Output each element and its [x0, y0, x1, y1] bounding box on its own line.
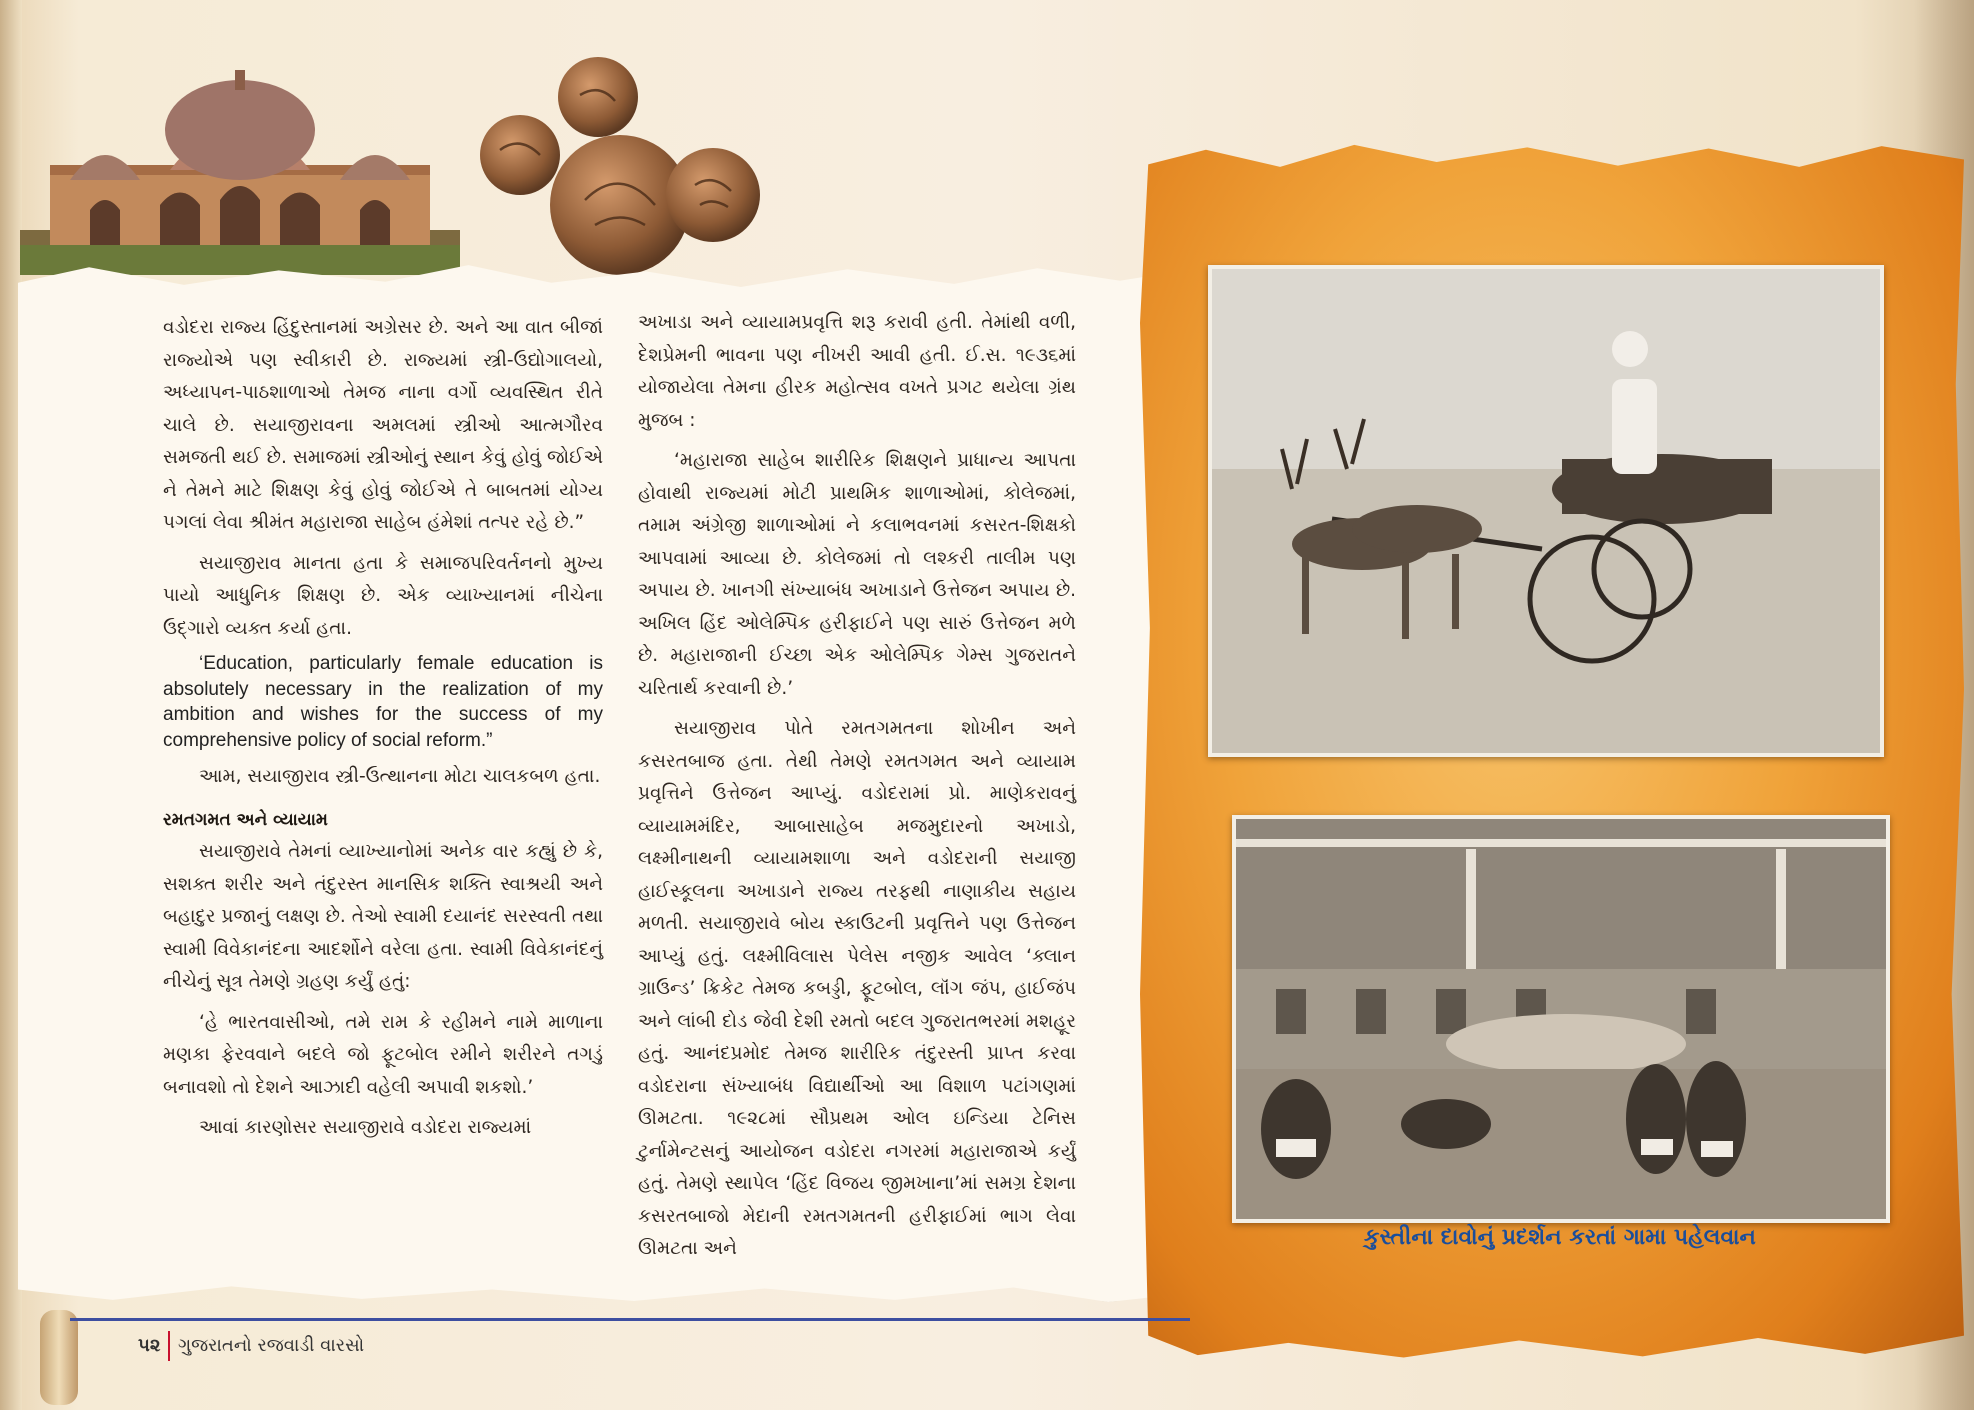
footer-rule [70, 1318, 1190, 1321]
english-quote: ‘Education, particularly female education is absolutely necessary in the realization of my ambition and wishes for the success of my comprehensive policy of social reform.” [163, 653, 603, 751]
quote-paragraph: ‘હે ભારતવાસીઓ, તમે રામ કે રહીમને નામે માળાના મણકા ફેરવવાને બદલે જો ફૂટબોલ રમીને શરીરને તગડું બનાવશો તો દેશને આઝાદી વહેલી અપાવી શકશો.’ [163, 1011, 603, 1098]
text-column-left [163, 312, 603, 1145]
paragraph: આમ, સયાજીરાવ સ્ત્રી-ઉત્થાનના મોટા ચાલકબળ હતા. [199, 766, 601, 787]
photo-caption: કુસ્તીના દાવોનું પ્રદર્શન કરતાં ગામા પહેલવાન [1364, 1225, 1756, 1250]
paragraph: અખાડા અને વ્યાયામપ્રવૃત્તિ શરૂ કરાવી હતી. તેમાંથી વળી, દેશપ્રેમની ભાવના પણ નીખરી આવી હતી. ઈ.સ. ૧૯૩૬માં યોજાયેલા તેમના હીરક મહોત્સવ વખતે પ્રગટ થયેલા ગ્રંથ મુજબ : [638, 312, 1076, 431]
paragraph: સયાજીરાવ પોતે રમતગમતના શોખીન અને કસરતબાજ હતા. તેથી તેમણે રમતગમત અને વ્યાયામ પ્રવૃત્તિને ઉત્તેજન આપ્યું. વડોદરામાં પ્રો. માણેકરાવનું વ્યાયામમંદિર, આબાસાહેબ મજમુદારનો અખાડો, લક્ષ્મીનાથની વ્યાયામશાળા અને વડોદરાની સયાજી હાઈસ્કૂલના અખાડાને રાજ્ય તરફથી નાણાકીય સહાય મળતી. સયાજીરાવે બોય સ્કાઉટની પ્રવૃત્તિને પણ ઉત્તેજન આપ્યું હતું. લક્ષ્મીવિલાસ પેલેસ નજીક આવેલ ‘ક્લાન ગ્રાઉન્ડ’ ક્રિકેટ તેમજ કબડ્ડી, ફૂટબોલ, લૉંગ જંપ, હાઈજંપ અને લાંબી દોડ જેવી દેશી રમતો બદલ ગુજરાતભરમાં મશહૂર હતું. આનંદપ્રમોદ તેમજ શારીરિક તંદુરસ્તી પ્રાપ્ત કરવા વડોદરાના સંખ્યાબંધ વિદ્યાર્થીઓ આ વિશાળ પટાંગણમાં ઊમટતા. ૧૯૨૮માં સૌપ્રથમ ઓલ ઇન્ડિયા ટેનિસ ટુર્નામેન્ટસનું આયોજન વડોદરા નગરમાં મહારાજાએ કર્યું હતું. તેમણે સ્થાપેલ ‘હિંદ વિજય જીમખાના’માં સમગ્ર દેશના કસરતબાજો મેદાની રમતગમતની હરીફાઈમાં ભાગ લેવા ઊમટતા અને [638, 718, 1076, 1259]
coins-illustration [480, 55, 770, 280]
section-heading: રમતગમત અને વ્યાયામ [163, 809, 328, 830]
quote-paragraph: ‘મહારાજા સાહેબ શારીરિક શિક્ષણને પ્રાધાન્ય આપતા હોવાથી રાજ્યમાં મોટી પ્રાથમિક શાળાઓમાં, કોલેજમાં, તમામ અંગ્રેજી શાળાઓમાં ને કલાભવનમાં કસરત-શિક્ષકો આપવામાં આવ્યા છે. કોલેજમાં તો લશ્કરી તાલીમ પણ અપાય છે. ખાનગી સંખ્યાબંધ અખાડાને ઉત્તેજન અપાય છે. અખિલ હિંદ ઓલેમ્પિક હરીફાઈને પણ સારું ઉત્તેજન મળે છે. મહારાજાની ઈચ્છા એક ઓલેમ્પિક ગેમ્સ ગુજરાતને ચરિતાર્થ કરવાની છે.’ [638, 450, 1076, 699]
wrestling-photo [1232, 815, 1890, 1223]
book-title: ગુજરાતનો રજવાડી વારસો [178, 1335, 365, 1356]
deer-carriage-image [1212, 269, 1880, 753]
scroll-ornament [40, 1310, 78, 1405]
text-column-right [638, 307, 1076, 1266]
paragraph: સયાજીરાવે તેમનાં વ્યાખ્યાનોમાં અનેક વાર કહ્યું છે કે, સશક્ત શરીર અને તંદુરસ્ત માનસિક શક્તિ સ્વાશ્રયી અને બહાદુર પ્રજાનું લક્ષણ છે. તેઓ સ્વામી દયાનંદ સરસ્વતી તથા સ્વામી વિવેકાનંદના આદર્શોને વરેલા હતા. સ્વામી વિવેકાનંદનું નીચેનું સૂત્ર તેમણે ગ્રહણ કર્યું હતું: [163, 841, 603, 992]
wrestling-image [1236, 819, 1886, 1219]
carriage-photo [1208, 265, 1884, 757]
paragraph: વડોદરા રાજ્ય હિંદુસ્તાનમાં અગ્રેસર છે. અને આ વાત બીજાં રાજ્યોએ પણ સ્વીકારી છે. રાજ્યમાં સ્ત્રી-ઉદ્યોગાલયો, અધ્યાપન-પાઠશાળાઓ તેમજ નાના વર્ગો વ્યવસ્થિત રીતે ચાલે છે. સયાજીરાવના અમલમાં સ્ત્રીઓ આત્મગૌરવ સમજતી થઈ છે. સમાજમાં સ્ત્રીઓનું સ્થાન કેવું હોવું જોઈએ ને તેમને માટે શિક્ષણ કેવું હોવું જોઈએ તે બાબતમાં યોગ્ય પગલાં લેવા શ્રીમંત મહારાજા સાહેબ હંમેશાં તત્પર રહે છે.” [163, 317, 603, 533]
paragraph: આવાં કારણોસર સયાજીરાવે વડોદરા રાજ્યમાં [199, 1117, 532, 1138]
paragraph: સયાજીરાવ માનતા હતા કે સમાજપરિવર્તનનો મુખ્ય પાયો આધુનિક શિક્ષણ છે. એક વ્યાખ્યાનમાં નીચેના ઉદ્ગારો વ્યક્ત કર્યા હતા. [163, 552, 603, 639]
page-number: ૫૨ [138, 1335, 161, 1356]
palace-illustration [20, 60, 460, 275]
footer-separator [168, 1331, 170, 1361]
